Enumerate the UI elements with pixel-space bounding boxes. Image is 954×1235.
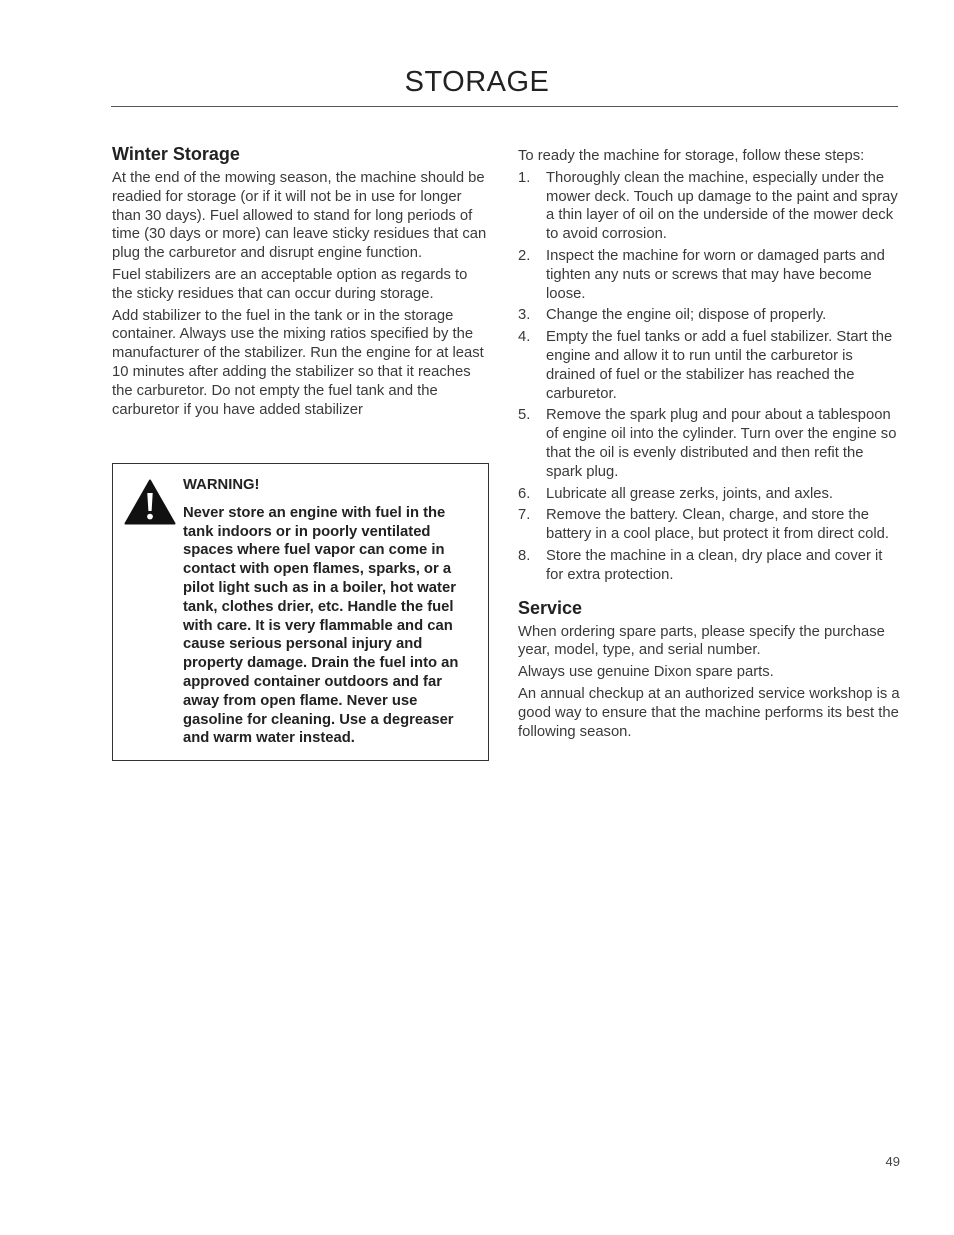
storage-steps-intro: To ready the machine for storage, follow these steps: [518, 148, 865, 164]
list-item-text: Change the engine oil; dispose of properly. [546, 307, 827, 324]
winter-storage-paragraph: At the end of the mowing season, the machine should be readied for storage (or if it will not be in use for longer than 30 days). Fuel allowed to stand for long periods of time (30 days or more) can leave sticky residues that can plug the carburetor and disrupt engine function. [112, 170, 487, 262]
title-rule [111, 106, 898, 107]
list-item-text: Remove the battery. Clean, charge, and store the battery in a cool place, but protect it from direct cold. [546, 507, 889, 543]
page-title: STORAGE [404, 66, 550, 98]
page-number: 49 [885, 1154, 900, 1169]
list-item-number: 2. [518, 247, 531, 264]
list-item [518, 328, 900, 403]
left-column [112, 143, 490, 422]
list-item-number: 6. [518, 485, 531, 502]
list-item [518, 547, 900, 585]
list-item-number: 7. [518, 507, 531, 524]
list-item-text: Store the machine in a clean, dry place and cover it for extra protection. [546, 547, 883, 583]
list-item-text: Inspect the machine for worn or damaged parts and tighten any nuts or screws that may have become loose. [546, 247, 885, 302]
list-item [518, 485, 900, 504]
list-item [518, 506, 900, 544]
list-item [518, 169, 900, 244]
warning-body: Never store an engine with fuel in the tank indoors or in poorly ventilated spaces where fuel vapor can come in contact with open flames, sparks, or a pilot light such as in a boiler, hot water tank, clothes drier, etc. Handle the fuel with care. It is very flammable and can cause serious personal injury and property damage. Drain the fuel into an approved container outdoors and far away from open flame. Never use gasoline for cleaning. Use a degreaser and warm water instead. [183, 504, 459, 747]
list-item-number: 5. [518, 407, 531, 424]
service-heading: Service [518, 597, 583, 618]
service-paragraph: An annual checkup at an authorized service workshop is a good way to ensure that the machine performs its best the following season. [518, 685, 900, 740]
warning-label: WARNING! [183, 477, 260, 493]
list-item-text: Lubricate all grease zerks, joints, and axles. [546, 485, 834, 502]
list-item [518, 247, 900, 303]
service-paragraph: Always use genuine Dixon spare parts. [518, 664, 774, 681]
list-item-number: 8. [518, 547, 531, 564]
list-item-text: Empty the fuel tanks or add a fuel stabilizer. Start the engine and allow it to run until the carburetor is drained of fuel or the stabilizer has reached the carburetor. [546, 329, 893, 402]
warning-text [183, 476, 479, 748]
winter-storage-paragraph: Add stabilizer to the fuel in the tank or in the storage container. Always use the mixing ratios specified by the manufacturer of the stabilizer. Run the engine for at least 10 minutes after adding the stabilizer so that it reaches the carburetor. Do not empty the fuel tank and the carburetor if you have added stabilizer [112, 307, 484, 418]
warning-triangle-icon [124, 479, 176, 525]
list-item-number: 1. [518, 169, 531, 186]
list-item [518, 306, 900, 325]
winter-storage-paragraph: Fuel stabilizers are an acceptable option as regards to the sticky residues that can occur during storage. [112, 266, 468, 302]
right-column [518, 147, 900, 744]
list-item-text: Remove the spark plug and pour about a tablespoon of engine oil into the cylinder. Turn over the engine so that the oil is evenly distributed and then refit the spark plug. [546, 407, 897, 480]
storage-steps-list [518, 169, 900, 585]
list-item-number: 3. [518, 307, 531, 324]
list-item-number: 4. [518, 329, 531, 346]
warning-box [112, 463, 489, 761]
list-item-text: Thoroughly clean the machine, especially under the mower deck. Touch up damage to the paint and spray a thin layer of oil on the underside of the mower deck to avoid corrosion. [546, 169, 898, 243]
winter-storage-heading: Winter Storage [112, 144, 240, 164]
service-paragraph: When ordering spare parts, please specify the purchase year, model, type, and serial number. [518, 623, 885, 659]
list-item [518, 406, 900, 481]
